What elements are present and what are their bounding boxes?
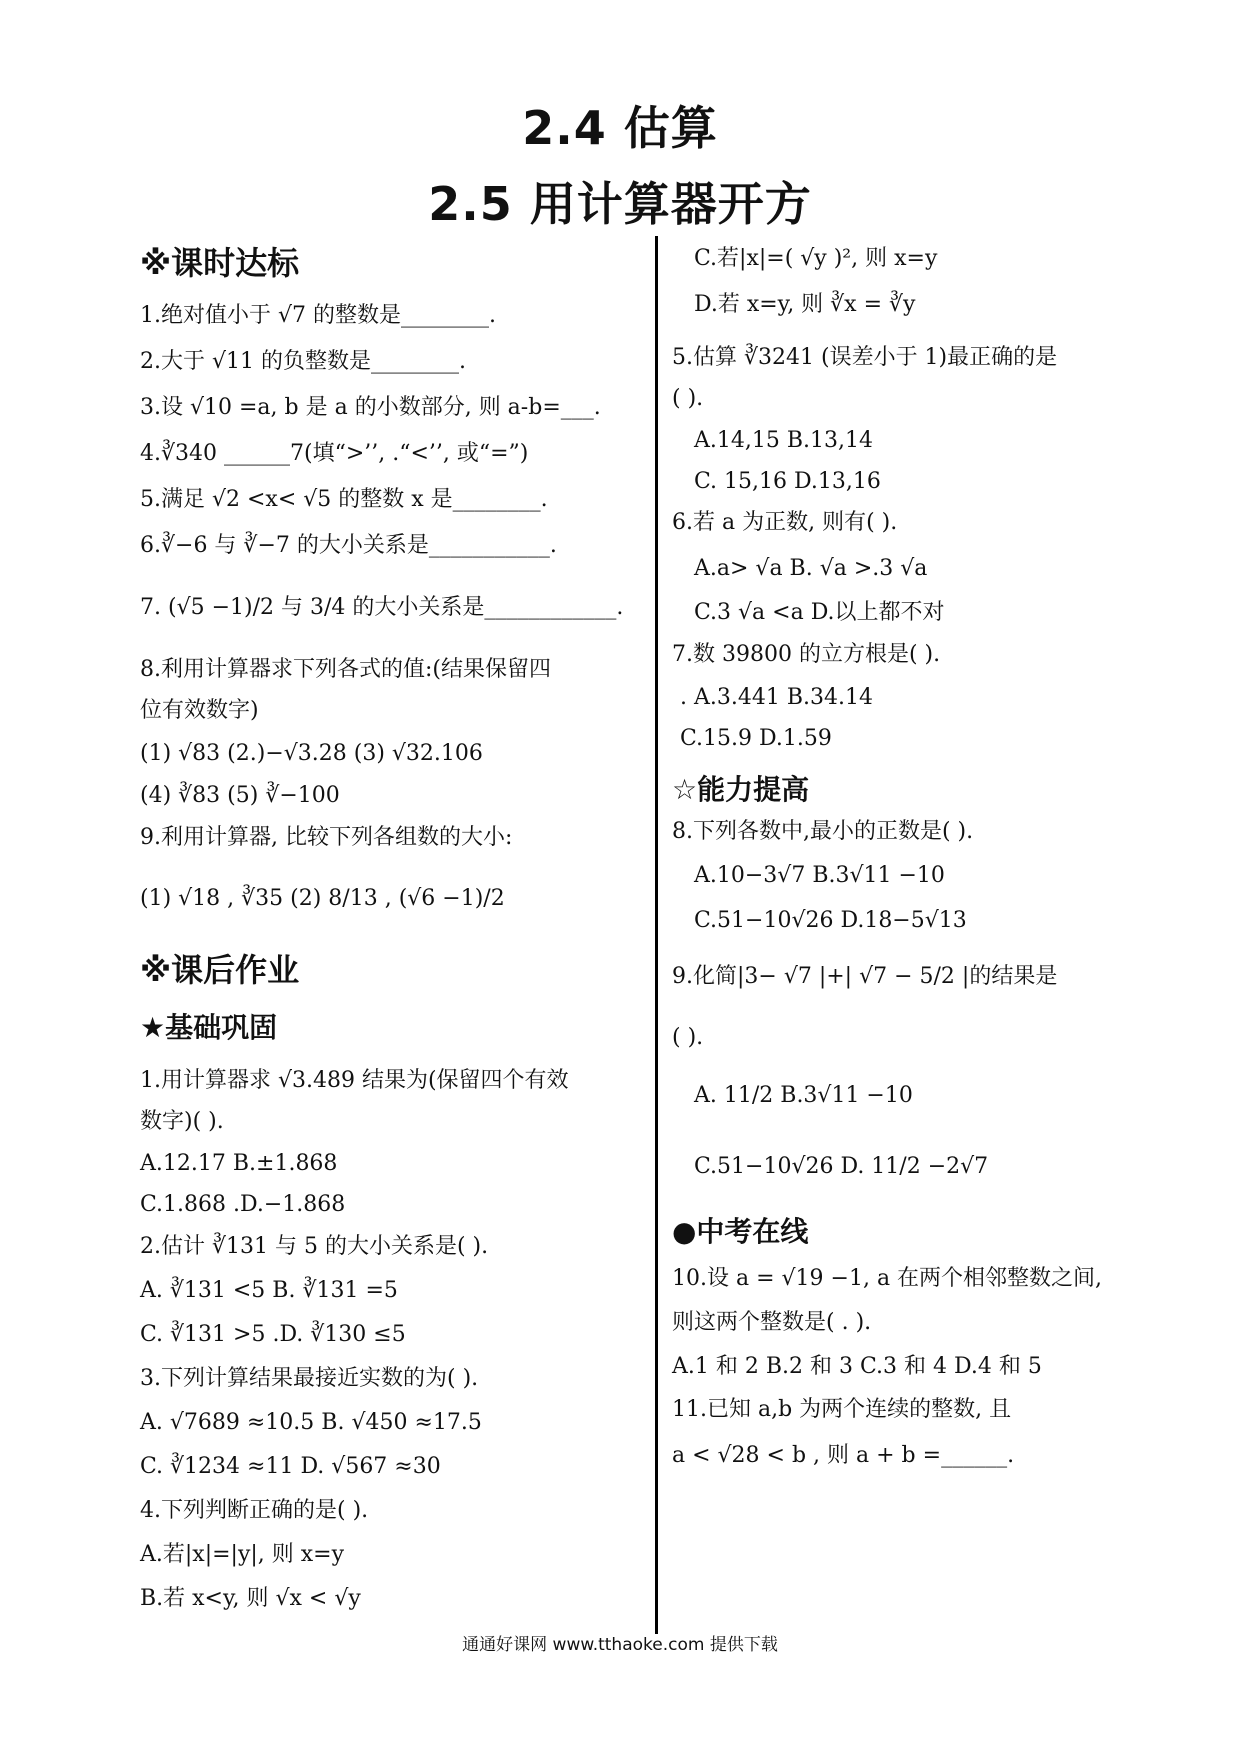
q2-line: 2.大于 √11 的负整数是________. [140, 349, 466, 374]
title-2-5: 2.5 用计算器开方 [428, 177, 812, 231]
section-improve: ☆能力提高 [672, 773, 810, 806]
hw5-options-2: C. 15,16 D.13,16 [694, 469, 881, 494]
hw7-line: 7.数 39800 的立方根是( ). [672, 642, 941, 667]
hw1-line-1: 1.用计算器求 √3.489 结果为(保留四个有效 [140, 1068, 569, 1093]
hw7-options-1: . A.3.441 B.34.14 [680, 685, 873, 710]
hw2-options-2: C. ∛131 >5 .D. ∛130 ≤5 [140, 1322, 406, 1347]
hw6-line: 6.若 a 为正数, 则有( ). [672, 510, 898, 535]
q8-line-2: 位有效数字) [140, 698, 259, 723]
hw8-options-1: A.10−3√7 B.3√11 −10 [694, 863, 945, 888]
hw4-option-d: D.若 x=y, 则 ∛x = ∛y [694, 292, 916, 317]
hw3-options-1: A. √7689 ≈10.5 B. √450 ≈17.5 [140, 1410, 482, 1435]
hw4-option-b: B.若 x<y, 则 √x < √y [140, 1586, 361, 1611]
hw9-options-1: A. 11/2 B.3√11 −10 [694, 1083, 913, 1108]
hw9-line-2: ( ). [672, 1025, 704, 1050]
hw6-options-2: C.3 √a <a D.以上都不对 [694, 600, 945, 625]
q8-line-1: 8.利用计算器求下列各式的值:(结果保留四 [140, 657, 551, 682]
hw8-options-2: C.51−10√26 D.18−5√13 [694, 908, 967, 933]
q6-line: 6.∛−6 与 ∛−7 的大小关系是___________. [140, 533, 557, 558]
section-class-goals: ※课时达标 [140, 244, 300, 282]
q8-items-1: (1) √83 (2.)−√3.28 (3) √32.106 [140, 741, 483, 766]
hw1-options-2: C.1.868 .D.−1.868 [140, 1192, 346, 1217]
hw3-options-2: C. ∛1234 ≈11 D. √567 ≈30 [140, 1454, 441, 1479]
hw5-options-1: A.14,15 B.13,14 [694, 428, 873, 453]
q1-line: 1.绝对值小于 √7 的整数是________. [140, 303, 496, 328]
q9-items: (1) √18 , ∛35 (2) 8/13 , (√6 −1)/2 [140, 886, 505, 911]
hw1-options-1: A.12.17 B.±1.868 [140, 1151, 338, 1176]
hw2-line: 2.估计 ∛131 与 5 的大小关系是( ). [140, 1234, 489, 1259]
section-homework: ※课后作业 [140, 951, 300, 989]
q5-line: 5.满足 √2 <x< √5 的整数 x 是________. [140, 487, 548, 512]
q7-line: 7. (√5 −1)/2 与 3/4 的大小关系是____________. [140, 595, 624, 620]
section-exam-online: ●中考在线 [672, 1215, 809, 1248]
hw4-option-c: C.若|x|=( √y )², 则 x=y [694, 246, 938, 271]
hw11-line-2: a < √28 < b , 则 a + b =______. [672, 1443, 1015, 1468]
hw9-options-2: C.51−10√26 D. 11/2 −2√7 [694, 1154, 989, 1179]
hw11-line-1: 11.已知 a,b 为两个连续的整数, 且 [672, 1397, 1012, 1422]
hw5-line-1: 5.估算 ∛3241 (误差小于 1)最正确的是 [672, 345, 1058, 370]
hw1-line-2: 数字)( ). [140, 1109, 224, 1134]
hw5-line-2: ( ). [672, 386, 704, 411]
hw2-options-1: A. ∛131 <5 B. ∛131 =5 [140, 1278, 398, 1303]
q9-line: 9.利用计算器, 比较下列各组数的大小: [140, 825, 513, 850]
title-2-4: 2.4 估算 [522, 101, 718, 155]
hw3-line: 3.下列计算结果最接近实数的为( ). [140, 1366, 479, 1391]
q3-line: 3.设 √10 =a, b 是 a 的小数部分, 则 a-b=___. [140, 395, 601, 420]
hw7-options-2: C.15.9 D.1.59 [680, 726, 832, 751]
subsection-basic: ★基础巩固 [140, 1011, 278, 1044]
column-divider [655, 236, 658, 1634]
hw10-line-1: 10.设 a = √19 −1, a 在两个相邻整数之间, [672, 1266, 1103, 1291]
hw4-option-a: A.若|x|=|y|, 则 x=y [140, 1542, 345, 1567]
hw10-line-2: 则这两个整数是( . ). [672, 1310, 872, 1335]
hw10-options: A.1 和 2 B.2 和 3 C.3 和 4 D.4 和 5 [672, 1354, 1042, 1379]
q4-line: 4.∛340 ______7(填“>’’, .“<’’, 或“=”) [140, 441, 529, 466]
hw8-line: 8.下列各数中,最小的正数是( ). [672, 819, 974, 844]
q8-items-2: (4) ∛83 (5) ∛−100 [140, 783, 340, 808]
hw4-line: 4.下列判断正确的是( ). [140, 1498, 369, 1523]
hw9-line-1: 9.化简|3− √7 |+| √7 − 5/2 |的结果是 [672, 964, 1058, 989]
footer-source: 通通好课网 www.tthaoke.com 提供下载 [462, 1635, 778, 1655]
hw6-options-1: A.a> √a B. √a >.3 √a [694, 556, 928, 581]
